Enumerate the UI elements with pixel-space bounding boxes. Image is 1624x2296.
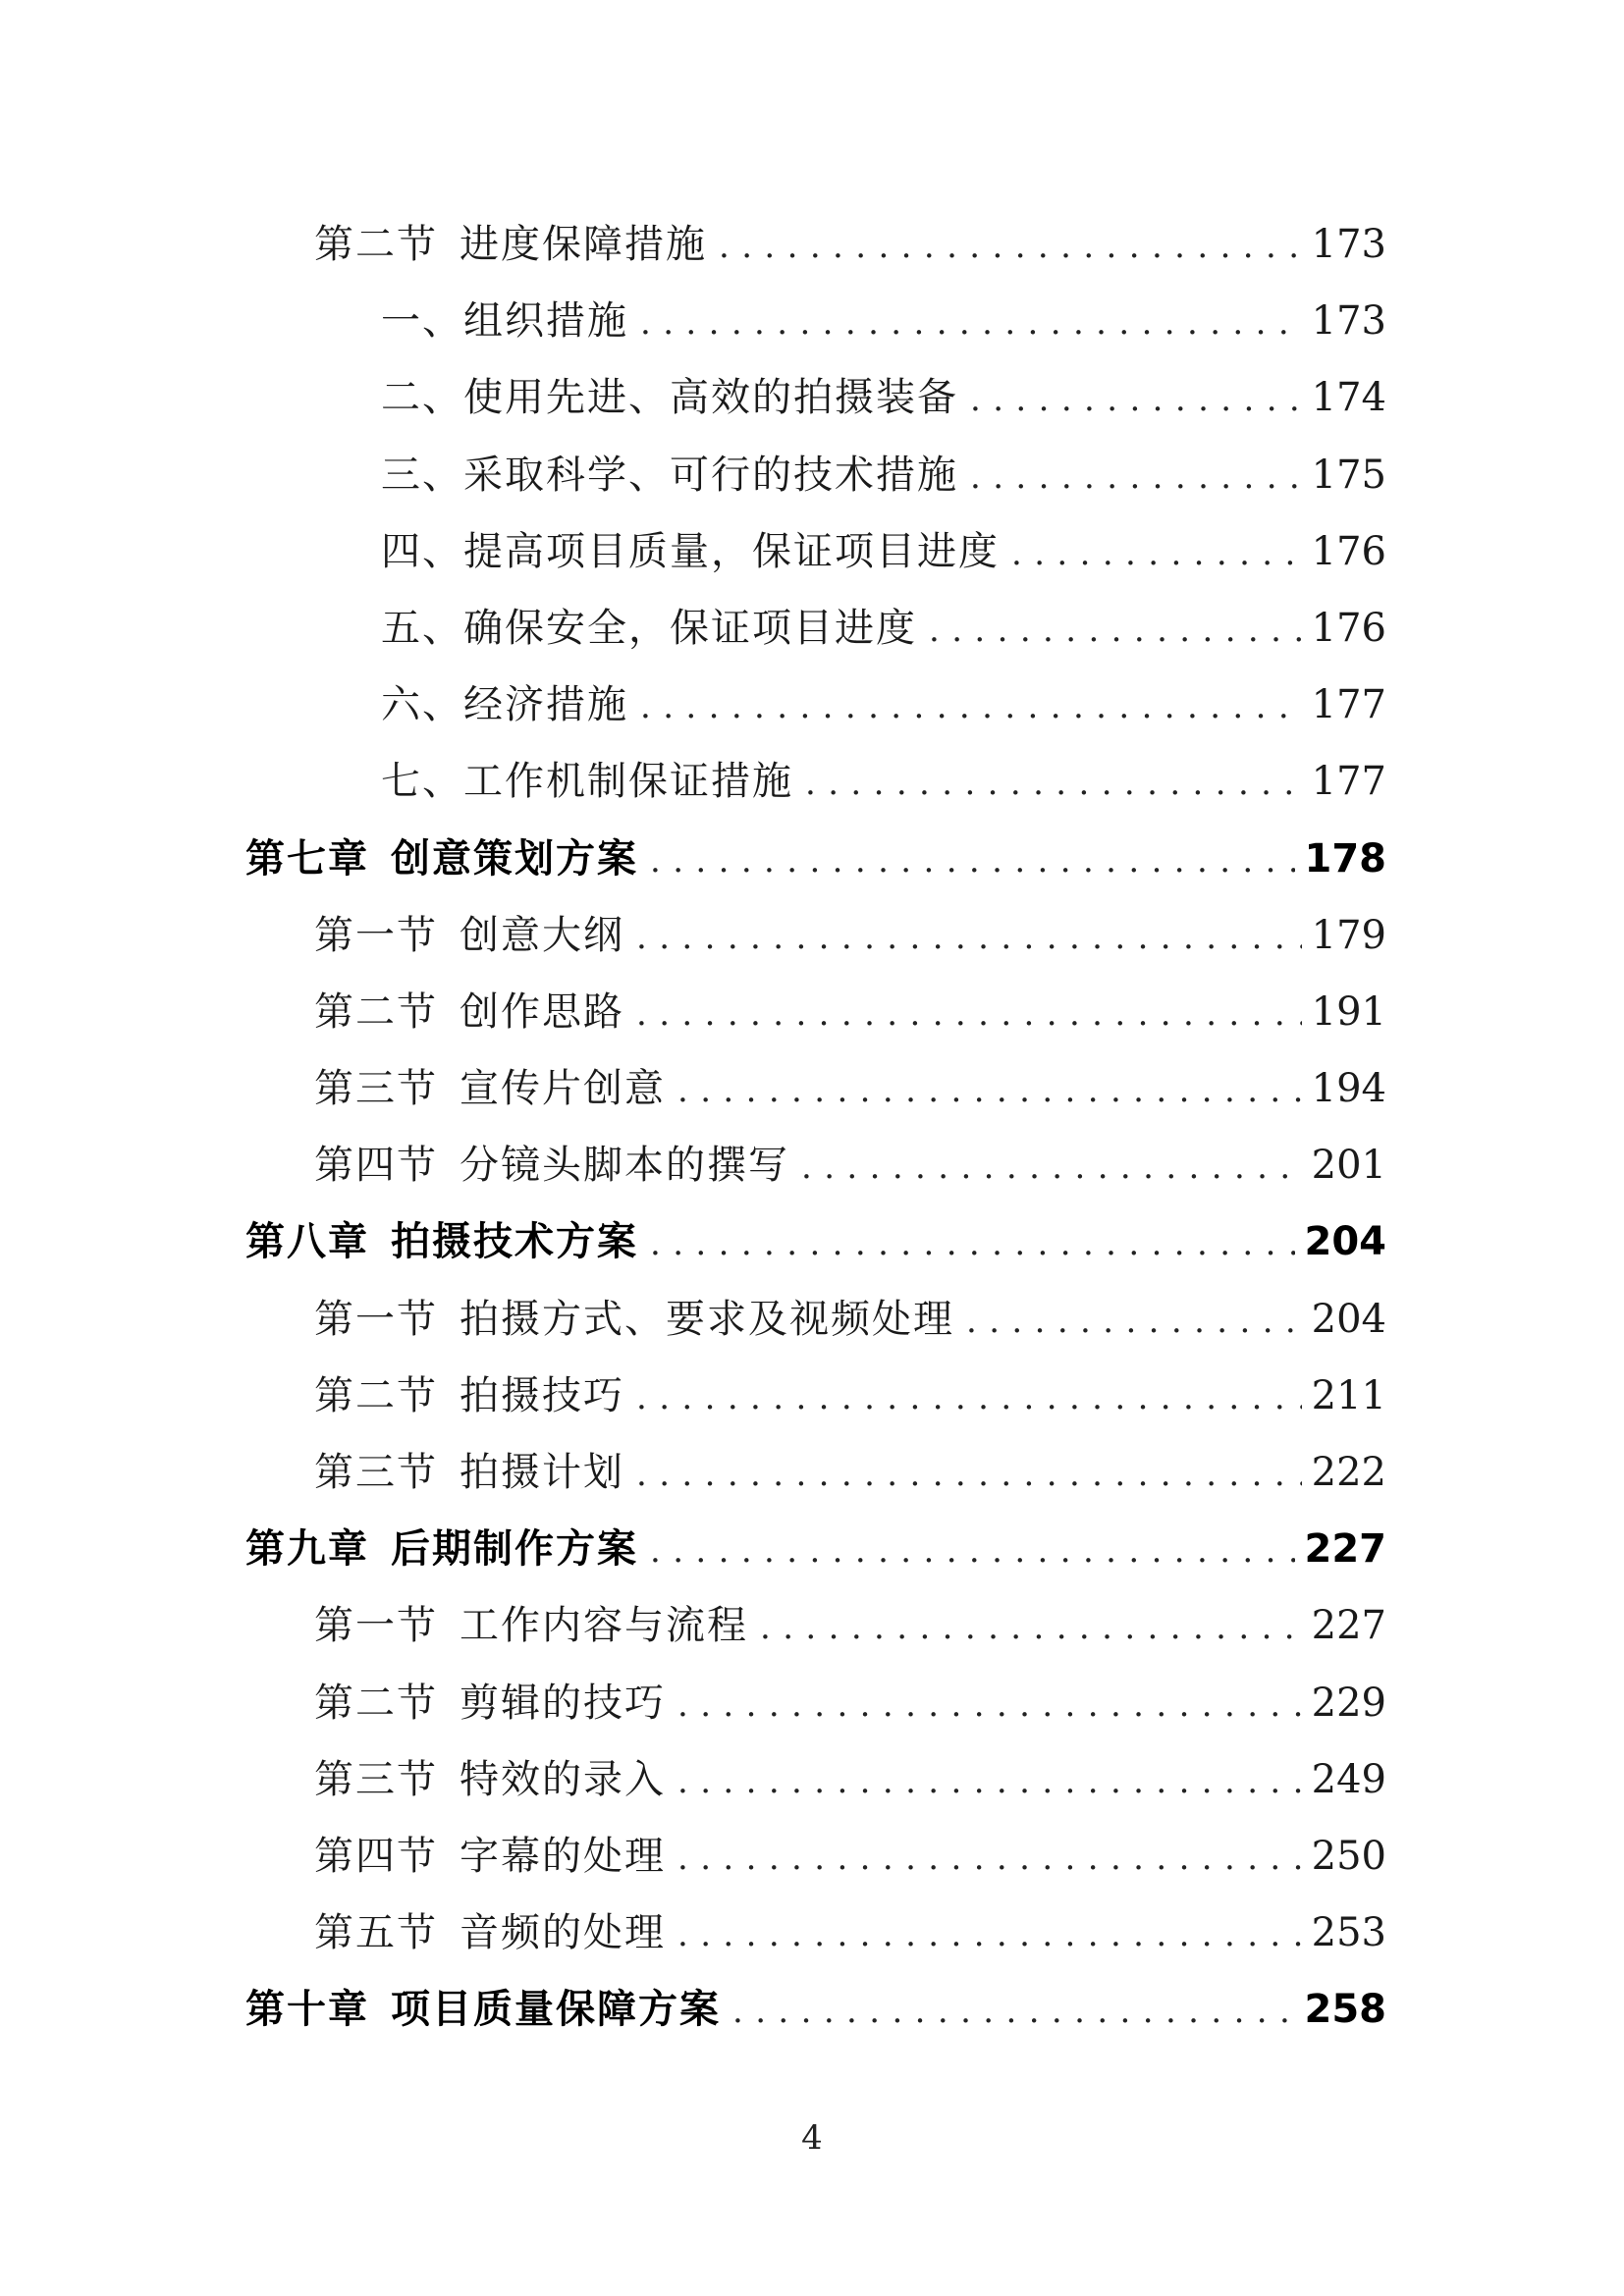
toc-entry-title: [381, 359, 958, 436]
toc-entry[interactable]: [245, 1895, 1386, 1971]
toc-leader-dots: [677, 1896, 1302, 1973]
toc-entry[interactable]: [245, 359, 1386, 436]
toc-leader-dots: [640, 668, 1302, 745]
toc-leader-dots: [636, 976, 1302, 1052]
toc-entry-page: 176: [1311, 528, 1386, 574]
toc-entry-text: 创意策划方案: [391, 835, 638, 881]
toc-entry-page: 174: [1311, 375, 1386, 421]
toc-entry-number: 第二节: [314, 222, 438, 267]
toc-entry-text: 拍摄方式、要求及视频处理: [460, 1296, 954, 1342]
toc-entry-text: 字幕的处理: [460, 1833, 666, 1879]
toc-entry-title: [245, 821, 638, 897]
toc-entry[interactable]: [245, 667, 1386, 743]
toc-entry-text: 宣传片创意: [460, 1066, 666, 1112]
toc-leader-dots: [636, 899, 1302, 976]
toc-entry-page: 177: [1311, 682, 1386, 728]
toc-entry-number: 第五节: [314, 1910, 438, 1956]
toc-entry-page: 204: [1311, 1296, 1386, 1342]
toc-leader-dots: [970, 361, 1302, 438]
toc-chapter-number: 第八章: [245, 1219, 369, 1265]
toc-entry-number: 第二节: [314, 1680, 438, 1726]
toc-chapter-entry[interactable]: [245, 821, 1386, 897]
toc-entry[interactable]: [245, 897, 1386, 974]
toc-entry-title: [314, 1587, 748, 1664]
toc-entry-text: 音频的处理: [460, 1910, 666, 1956]
toc-entry-text: 五、确保安全，保证项目进度: [381, 605, 917, 651]
toc-entry-page: 227: [1311, 1603, 1386, 1649]
toc-entry-text: 一、组织措施: [381, 298, 628, 345]
toc-chapter-entry[interactable]: [245, 1971, 1386, 2048]
toc-entry-title: [381, 590, 917, 667]
toc-entry-title: [314, 1895, 666, 1971]
toc-entry-page: 253: [1311, 1910, 1386, 1956]
toc-entry-title: [381, 437, 958, 513]
toc-entry-page: 222: [1311, 1450, 1386, 1495]
toc-entry[interactable]: [245, 743, 1386, 820]
toc-entry-text: 拍摄技巧: [460, 1372, 624, 1418]
toc-entry-page: 201: [1311, 1143, 1386, 1189]
toc-entry-number: 第四节: [314, 1833, 438, 1879]
toc-entry-number: 第三节: [314, 1450, 438, 1495]
toc-entry[interactable]: [245, 1587, 1386, 1664]
toc-leader-dots: [677, 1743, 1302, 1820]
toc-entry-page: 175: [1311, 452, 1386, 498]
toc-entry[interactable]: [245, 1741, 1386, 1818]
toc-chapter-entry[interactable]: [245, 1511, 1386, 1587]
toc-entry-text: 七、工作机制保证措施: [381, 759, 793, 805]
toc-entry-title: [245, 1203, 638, 1280]
toc-entry-text: 进度保障措施: [460, 222, 707, 267]
toc-entry-page: 179: [1311, 912, 1386, 958]
toc-entry-title: [314, 1741, 666, 1818]
toc-entry[interactable]: [245, 437, 1386, 513]
toc-entry-page: 177: [1311, 759, 1386, 805]
toc-entry-text: 拍摄计划: [460, 1450, 624, 1495]
toc-entry-page: 229: [1311, 1680, 1386, 1726]
toc-entry-number: 第三节: [314, 1066, 438, 1112]
toc-leader-dots: [636, 1436, 1302, 1513]
toc-entry-number: 第一节: [314, 1296, 438, 1342]
toc-leader-dots: [677, 1667, 1302, 1743]
toc-entry-page: 173: [1311, 298, 1386, 345]
toc-entry-page: 258: [1304, 1987, 1386, 2033]
toc-entry[interactable]: [245, 1434, 1386, 1511]
toc-leader-dots: [970, 439, 1302, 515]
toc-leader-dots: [760, 1589, 1302, 1666]
toc-leader-dots: [732, 1973, 1295, 2050]
toc-entry[interactable]: [245, 590, 1386, 667]
toc-leader-dots: [677, 1052, 1302, 1129]
toc-entry-title: [245, 1511, 638, 1587]
toc-entry[interactable]: [245, 1358, 1386, 1434]
toc-entry-title: [314, 1281, 954, 1358]
toc-entry-page: 194: [1311, 1066, 1386, 1112]
toc-chapter-entry[interactable]: [245, 1203, 1386, 1280]
toc-chapter-number: 第九章: [245, 1526, 369, 1573]
table-of-contents: [245, 206, 1386, 2049]
toc-entry-title: [381, 743, 793, 820]
page-number: 4: [801, 2118, 823, 2158]
toc-entry[interactable]: [245, 206, 1386, 283]
toc-entry-page: 250: [1311, 1833, 1386, 1879]
toc-entry-text: 后期制作方案: [391, 1526, 638, 1573]
toc-entry-page: 227: [1304, 1526, 1386, 1573]
toc-entry-title: [314, 1818, 666, 1895]
toc-entry-page: 176: [1311, 605, 1386, 651]
toc-leader-dots: [677, 1820, 1302, 1896]
toc-entry-number: 第三节: [314, 1756, 438, 1802]
toc-entry[interactable]: [245, 1281, 1386, 1358]
toc-leader-dots: [650, 1513, 1295, 1589]
toc-entry-text: 拍摄技术方案: [391, 1219, 638, 1265]
toc-entry-title: [314, 1127, 789, 1203]
toc-entry-title: [314, 1665, 666, 1741]
toc-entry-title: [314, 1358, 624, 1434]
toc-leader-dots: [650, 1205, 1295, 1282]
toc-entry-title: [314, 974, 624, 1050]
toc-entry-number: 第一节: [314, 1603, 438, 1649]
toc-leader-dots: [1011, 515, 1302, 592]
toc-entry-number: 第二节: [314, 1372, 438, 1418]
toc-leader-dots: [929, 592, 1302, 668]
toc-entry-page: 173: [1311, 222, 1386, 267]
toc-entry[interactable]: [245, 283, 1386, 359]
toc-entry-title: [314, 1050, 666, 1127]
toc-leader-dots: [966, 1283, 1302, 1360]
toc-entry-text: 四、提高项目质量，保证项目进度: [381, 528, 1000, 574]
toc-entry-title: [314, 206, 707, 283]
toc-leader-dots: [719, 208, 1302, 285]
toc-entry-title: [381, 513, 1000, 590]
toc-entry[interactable]: [245, 1665, 1386, 1741]
toc-entry-page: 211: [1311, 1372, 1386, 1418]
toc-entry[interactable]: [245, 1050, 1386, 1127]
toc-entry-text: 分镜头脚本的撰写: [460, 1143, 789, 1189]
toc-leader-dots: [636, 1360, 1302, 1436]
toc-entry-text: 二、使用先进、高效的拍摄装备: [381, 375, 958, 421]
toc-entry-text: 三、采取科学、可行的技术措施: [381, 452, 958, 498]
toc-entry[interactable]: [245, 1818, 1386, 1895]
toc-leader-dots: [805, 745, 1302, 822]
toc-entry[interactable]: [245, 1127, 1386, 1203]
toc-entry-text: 工作内容与流程: [460, 1603, 748, 1649]
toc-entry-title: [381, 283, 628, 359]
toc-entry-number: 第四节: [314, 1143, 438, 1189]
toc-entry-text: 特效的录入: [460, 1756, 666, 1802]
toc-entry-text: 剪辑的技巧: [460, 1680, 666, 1726]
toc-leader-dots: [801, 1129, 1302, 1205]
toc-entry-title: [245, 1971, 721, 2048]
toc-entry[interactable]: [245, 513, 1386, 590]
toc-leader-dots: [650, 823, 1295, 899]
toc-entry-number: 第一节: [314, 912, 438, 958]
toc-entry-title: [381, 667, 628, 743]
toc-entry[interactable]: [245, 974, 1386, 1050]
toc-entry-page: 204: [1304, 1219, 1386, 1265]
toc-entry-number: 第二节: [314, 988, 438, 1035]
toc-leader-dots: [640, 285, 1302, 361]
toc-entry-title: [314, 897, 624, 974]
toc-entry-page: 178: [1304, 835, 1386, 881]
toc-chapter-number: 第十章: [245, 1987, 369, 2033]
toc-chapter-number: 第七章: [245, 835, 369, 881]
toc-entry-text: 创意大纲: [460, 912, 624, 958]
toc-entry-page: 191: [1311, 988, 1386, 1035]
toc-entry-text: 创作思路: [460, 988, 624, 1035]
toc-entry-text: 六、经济措施: [381, 682, 628, 728]
toc-entry-text: 项目质量保障方案: [391, 1987, 721, 2033]
toc-entry-page: 249: [1311, 1756, 1386, 1802]
toc-entry-title: [314, 1434, 624, 1511]
